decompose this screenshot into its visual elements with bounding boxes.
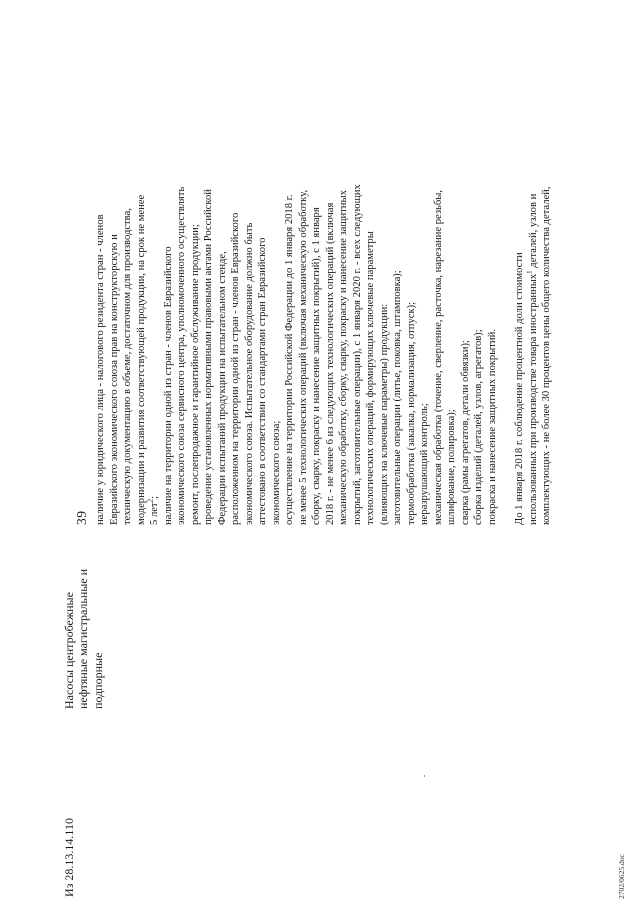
condition-line-text: сборку, сварку, покраску и нанесение защитных покрытий), с 1 января: [311, 207, 322, 525]
condition-line-text: термообработка (закалка, нормализация, отпуск);: [405, 301, 417, 525]
condition-line: [297, 30, 311, 525]
condition-line-text: механическую обработку, сборку, сварку, покраску и нанесение защитных: [338, 190, 349, 525]
condition-line-text: механическая обработка (точение, сверление, расточка, нарезание резьбы,: [432, 189, 444, 525]
condition-line-text: наличие на территории одной из стран - членов Евразийского: [162, 246, 174, 525]
condition-line: [175, 30, 189, 525]
condition-line-text: наличие у юридического лица - налогового резидента стран - членов: [95, 214, 106, 525]
condition-line: [524, 30, 541, 525]
condition-line: [391, 30, 405, 525]
condition-line: [513, 30, 527, 525]
condition-line: [229, 30, 243, 525]
condition-line-text: ремонт, послепродажное и гарантийное обслуживание продукции;: [189, 224, 201, 525]
condition-line-text: (влияющих на ключевые параметры) продукции:: [378, 303, 390, 525]
condition-line-text: экономического союза сервисного центра, уполномоченного осуществлять: [176, 186, 187, 525]
condition-line: [418, 30, 432, 525]
condition-line-text: экономического союза;: [270, 420, 282, 525]
condition-line: [256, 30, 270, 525]
condition-line: [324, 30, 338, 525]
condition-line: [486, 30, 500, 525]
condition-line-text: не менее 5 технологических операций (включая механическую обработку,: [297, 189, 309, 525]
conditions-text: [94, 30, 554, 525]
condition-line-text: До 1 января 2018 г. соблюдение процентной доли стоимости: [514, 252, 525, 525]
condition-line: [148, 30, 162, 525]
condition-line-text: осуществление на территории Российской Федерации до 1 января 2018 г.: [284, 194, 295, 525]
condition-line: [445, 30, 459, 525]
condition-line-text: неразрушающий контроль;: [419, 403, 430, 525]
condition-line: [202, 30, 216, 525]
condition-line-text: комплектующих - не более 30 процентов цены общего количества деталей,: [541, 186, 552, 525]
condition-line: [121, 30, 135, 525]
condition-line: [378, 30, 392, 525]
condition-line-text: Евразийского экономического союза прав на конструкторскую и: [108, 234, 120, 525]
condition-line-text: технологических операций, формирующих ключевые параметры: [365, 231, 376, 525]
condition-line: [432, 30, 446, 525]
condition-line-text: аттестовано в соответствии со стандартами стран Евразийского: [257, 237, 268, 525]
condition-line-text: техническую документацию в объеме, достаточном для производства,: [122, 208, 133, 525]
product-code: Из 28.13.14.110: [62, 818, 76, 897]
condition-line-text: Федерации испытаний продукции на испытательном стенде,: [216, 251, 228, 525]
condition-line-text: 2018 г. - не менее 6 из следующих технологических операций (включая: [324, 202, 336, 525]
condition-line-text: сварка (рамы агрегатов, детали обвязки);: [459, 340, 471, 525]
condition-line: [351, 30, 365, 525]
footnote-marker: 1: [524, 270, 533, 274]
condition-line: [283, 30, 297, 525]
line-suffix: ;: [149, 495, 160, 499]
condition-line-text: сборка изделий (деталей, узлов, агрегатов);: [473, 329, 484, 525]
condition-line: [135, 30, 149, 525]
line-suffix: деталей, узлов и: [527, 193, 539, 271]
footnote-marker: 2: [146, 498, 155, 503]
condition-line: [162, 30, 176, 525]
paragraph-gap: [499, 30, 513, 525]
condition-line: [459, 30, 473, 525]
condition-line: [472, 30, 486, 525]
condition-line-text: заготовительные операции (литье, поковка, штамповка);: [392, 270, 403, 525]
condition-line: [94, 30, 108, 525]
condition-line-text: модернизации и развития соответствующей продукции, на срок не менее: [135, 194, 147, 525]
condition-line-text: шлифование, полировка);: [446, 409, 457, 525]
product-name: Насосы центробежные нефтяные магистральные и подпорные: [62, 568, 105, 709]
condition-line-text: использованных при производстве товара иностранных: [527, 273, 539, 525]
condition-line: [364, 30, 378, 525]
condition-line-text: 5 лет: [149, 502, 160, 525]
condition-line: [540, 30, 554, 525]
page-number: 39: [74, 510, 89, 525]
condition-line: [243, 30, 257, 525]
condition-line-text: проведение установленных нормативными правовыми актами Российской: [203, 189, 214, 525]
condition-line-text: покрытий, заготовительные операции), с 1 января 2020 г. - всех следующих: [351, 184, 363, 525]
condition-line-text: покраска и нанесение защитных покрытий.: [486, 329, 498, 525]
condition-line: [337, 30, 351, 525]
condition-line: [270, 30, 284, 525]
condition-line-text: расположенном на территории одной из стран - членов Евразийского: [230, 212, 241, 525]
condition-line: [189, 30, 203, 525]
condition-line-text: экономического союза. Испытательное оборудование должно быть: [243, 222, 255, 525]
condition-line: [310, 30, 324, 525]
condition-line: [108, 30, 122, 525]
document-filename: 2702/0625.doc: [617, 854, 626, 899]
scan-mark: [424, 775, 425, 777]
condition-line: [405, 30, 419, 525]
condition-line: [216, 30, 230, 525]
